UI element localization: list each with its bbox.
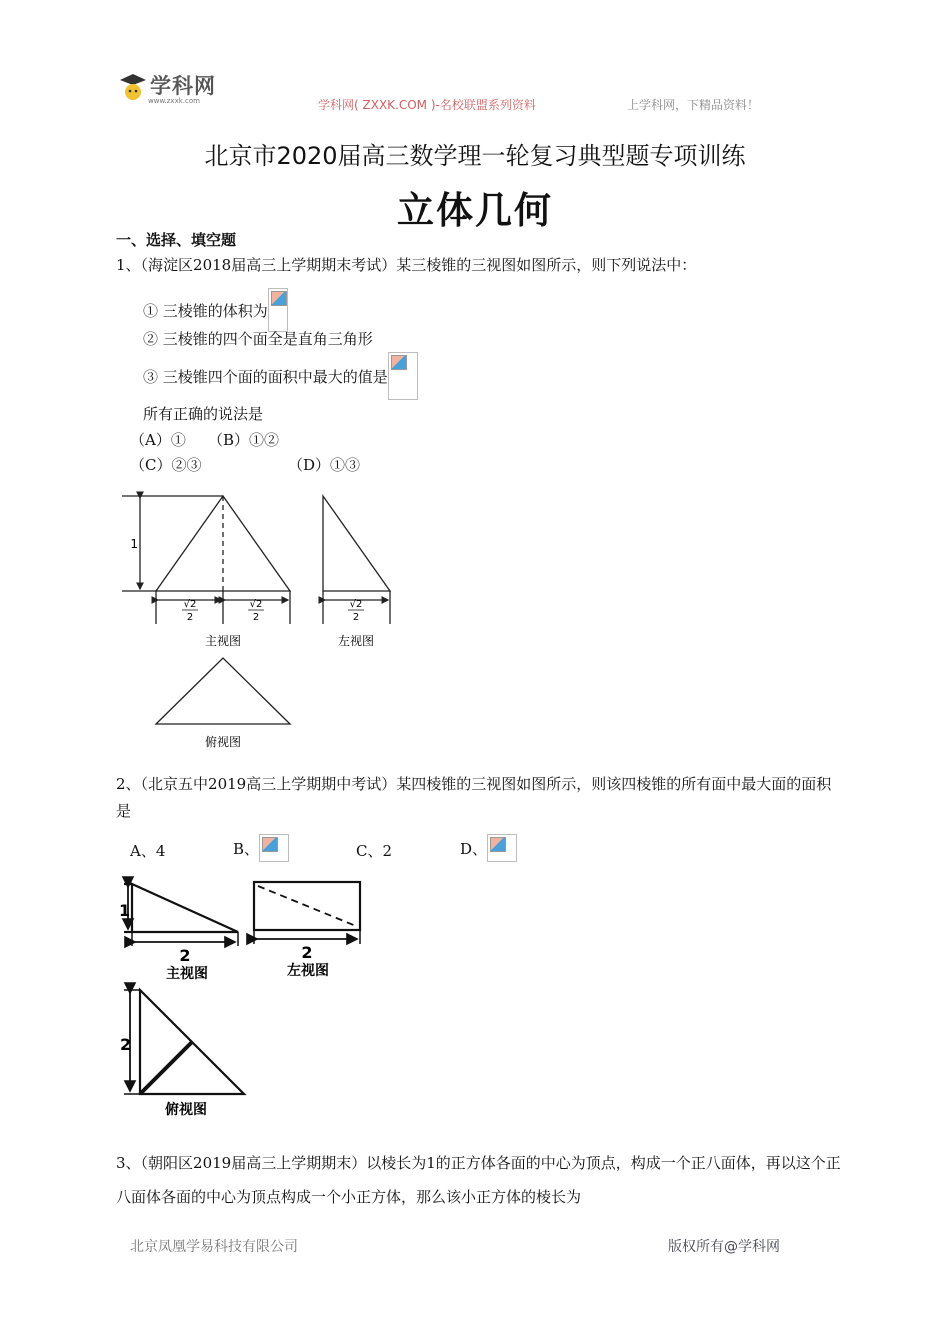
q2-option-c: C、2	[356, 842, 393, 860]
side-hidden-line	[258, 886, 356, 926]
site-logo	[118, 70, 228, 106]
q2-option-b	[233, 834, 289, 862]
q1-stem: 1、（海淀区2018届高三上学期期末考试）某三棱锥的三视图如图所示，则下列说法中：	[116, 256, 697, 274]
q1-item-3-text: ③ 三棱锥四个面的面积中最大的值是	[143, 367, 388, 386]
header-right-text: 上学科网，下精品资料！	[627, 98, 760, 112]
q1-three-view-figure	[110, 488, 410, 753]
side-view-caption: 左视图	[287, 963, 329, 979]
formula-image-icon	[259, 834, 289, 862]
top-view-caption: 俯视图	[204, 735, 242, 749]
width-label-den: 2	[352, 612, 360, 623]
q1-item-1	[143, 288, 288, 332]
q2-option-d	[460, 834, 517, 862]
formula-image-icon	[268, 288, 288, 332]
top-view-edge	[140, 1042, 192, 1094]
front-height-label: 1	[119, 901, 131, 920]
width-label-num: √2	[349, 599, 363, 610]
width-label-num: √2	[183, 599, 197, 610]
document-subtitle: 立体几何	[397, 189, 553, 232]
height-label: 1	[130, 537, 138, 551]
logo-url: www.zxxk.com	[148, 97, 200, 105]
q2-option-b-label: B、	[233, 839, 260, 858]
q1-item-2: ② 三棱锥的四个面全是直角三角形	[143, 330, 373, 348]
q2-option-a: A、4	[130, 842, 166, 860]
section-heading: 一、选择、填空题	[116, 231, 237, 249]
q1-option-c: （C）②③	[130, 456, 202, 474]
q3-stem: 3、（朝阳区2019届高三上学期期末）以棱长为1的正方体各面的中心为顶点，构成一个正八面体，再以这个正八面体各面的中心为顶点构成一个小正方体，那么该小正方体的棱长为	[116, 1154, 841, 1206]
q1-option-a: （A）①	[130, 431, 186, 449]
q1-item-3	[143, 352, 418, 400]
front-view-caption: 主视图	[204, 634, 242, 648]
logo-mascot-icon	[118, 72, 148, 104]
formula-image-icon	[388, 352, 418, 400]
front-view-triangle	[132, 884, 238, 932]
q2-stem: 2、（北京五中2019高三上学期期中考试）某四棱锥的三视图如图所示，则该四棱锥的所有面中最大面的面积是	[116, 775, 832, 820]
width-label-den: 2	[186, 612, 194, 623]
width-label-den: 2	[252, 612, 260, 623]
front-width-label: 2	[179, 946, 191, 965]
formula-image-icon	[487, 834, 517, 862]
header-center-text: 学科网( ZXXK.COM )-名校联盟系列资料	[318, 98, 536, 112]
q1-option-b: （B）①②	[208, 431, 280, 449]
q1-item-1-text: ① 三棱锥的体积为	[143, 301, 268, 320]
q2-three-view-figure	[110, 872, 370, 1122]
q2-option-d-label: D、	[460, 839, 488, 858]
side-width-label: 2	[301, 943, 313, 962]
side-view-caption: 左视图	[337, 634, 375, 648]
document-title: 北京市2020届高三数学理一轮复习典型题专项训练	[204, 142, 746, 170]
front-view-caption: 主视图	[166, 966, 208, 982]
footer-copyright: 版权所有@学科网	[668, 1239, 780, 1255]
footer-company: 北京凤凰学易科技有限公司	[130, 1239, 298, 1255]
top-height-label: 2	[120, 1035, 132, 1054]
width-label-num: √2	[249, 599, 263, 610]
side-view-triangle	[323, 496, 390, 591]
q1-prompt: 所有正确的说法是	[143, 405, 264, 423]
top-view-triangle	[156, 658, 290, 724]
q1-option-d: （D）①③	[288, 456, 361, 474]
logo-text: 学科网	[150, 74, 216, 98]
top-view-caption: 俯视图	[165, 1102, 207, 1118]
